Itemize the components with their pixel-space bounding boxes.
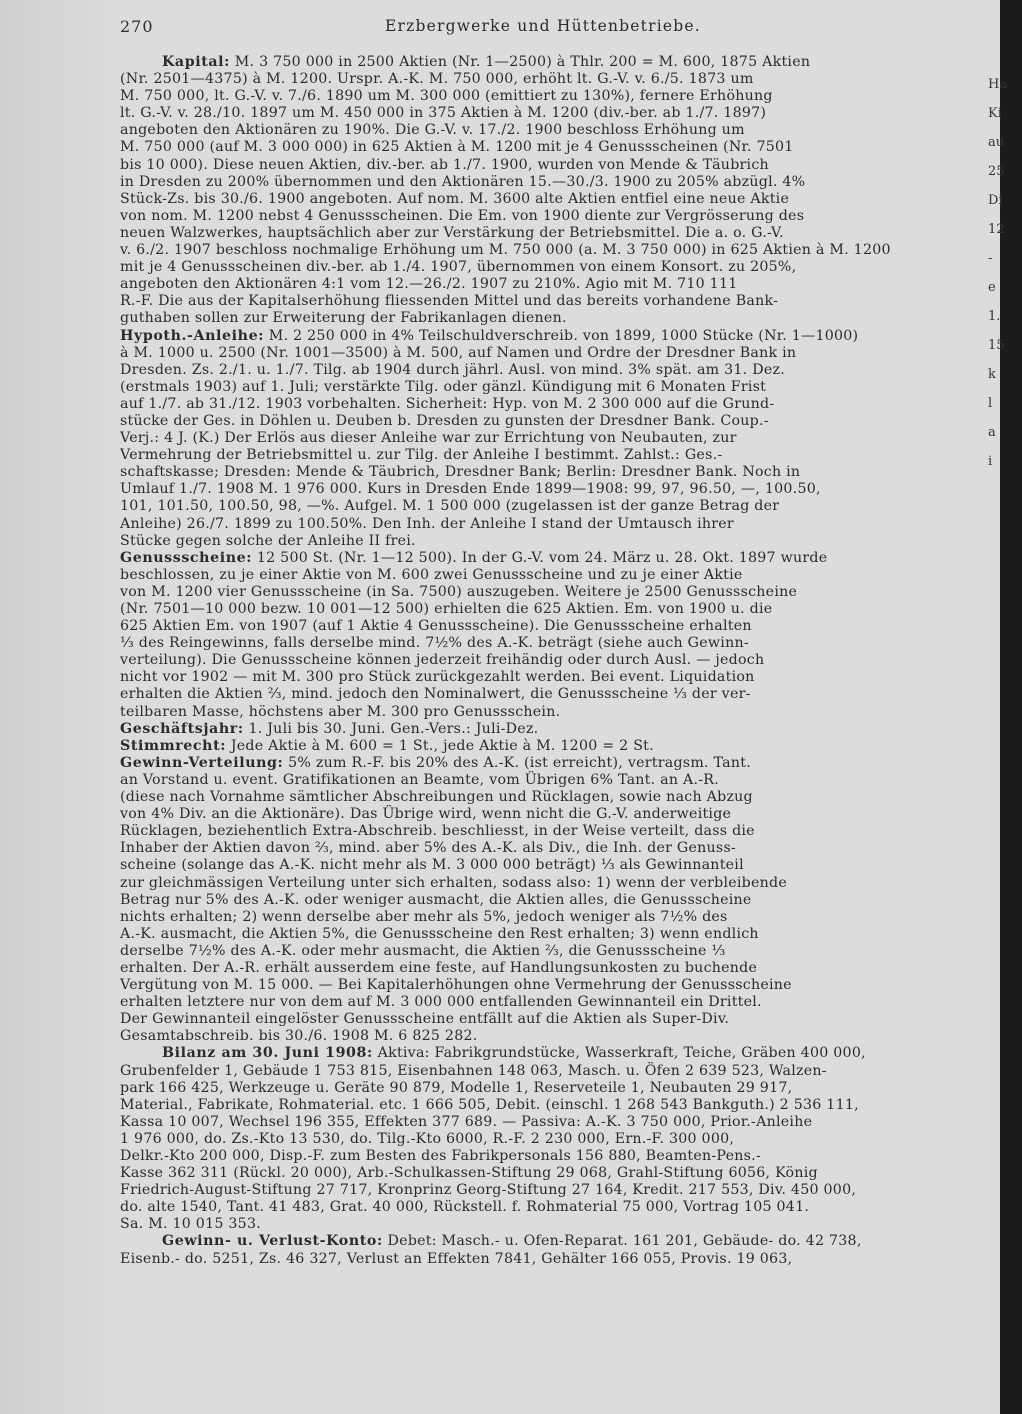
section-kapital: [120, 54, 1022, 328]
text-line: do. alte 1540, Tant. 41 483, Grat. 40 000, Rückstell. f. Rohmaterial 75 000, Vortrag 105 041.: [120, 1199, 810, 1216]
text-line: verteilung). Die Genussscheine können jederzeit freihändig oder durch Ausl. — jedoch: [120, 652, 765, 669]
text-line: à M. 1000 u. 2500 (Nr. 1001—3500) à M. 500, auf Namen und Ordre der Dresdner Bank in: [120, 344, 797, 361]
text-line: ⅓ des Reingewinns, falls derselbe mind. 7½% des A.-K. beträgt (siehe auch Gewinn-: [120, 635, 749, 652]
text-line: Gesamtabschreib. bis 30./6. 1908 M. 6 825 282.: [120, 1028, 478, 1045]
text-line: erhalten letztere nur von dem auf M. 3 000 000 entfallenden Gewinnanteil ein Drittel.: [120, 994, 762, 1011]
section-heading: Hypoth.-Anleihe:: [120, 327, 265, 344]
section-bilanz: [120, 1045, 1022, 1233]
text-column: [120, 10, 1022, 1268]
section-stimmrecht: [120, 738, 1022, 755]
text-line: lt. G.-V. v. 28./10. 1897 um M. 450 000 in 375 Aktien à M. 1200 (div.-ber. ab 1./7. 1897): [120, 105, 767, 122]
text-line: Vergütung von M. 15 000. — Bei Kapitalerhöhungen ohne Vermehrung der Genussscheine: [120, 977, 792, 994]
edge-fragment: a: [988, 425, 996, 440]
line-text: M. 3 750 000 in 2500 Aktien (Nr. 1—2500) à Thlr. 200 = M. 600, 1875 Aktien: [230, 54, 811, 70]
line-text: M. 2 250 000 in 4% Teilschuldverschreib. von 1899, 1000 Stücke (Nr. 1—1000): [264, 327, 859, 344]
text-line: A.-K. ausmacht, die Aktien 5%, die Genussscheine den Rest erhalten; 3) wenn endlich: [120, 925, 759, 942]
text-line: 1 976 000, do. Zs.-Kto 13 530, do. Tilg.-Kto 6000, R.-F. 2 230 000, Ern.-F. 300 000,: [120, 1130, 735, 1147]
text-line: Dresden. Zs. 2./1. u. 1./7. Tilg. ab 1904 durch jährl. Ausl. von mind. 3% spät. am 31. Dez.: [120, 361, 785, 378]
section-guv: [120, 1233, 1022, 1267]
text-line: [120, 54, 1022, 71]
section-heading: Bilanz am 30. Juni 1908:: [162, 1045, 373, 1062]
text-line: von M. 1200 vier Genussscheine (in Sa. 7500) auszugeben. Weitere je 2500 Genussscheine: [120, 583, 798, 600]
section-hypoth: [120, 328, 1022, 550]
text-line: [120, 550, 1022, 567]
text-line: [120, 755, 1022, 772]
edge-fragment: au: [988, 135, 1005, 150]
line-text: 12 500 St. (Nr. 1—12 500). In der G.-V. vom 24. März u. 28. Okt. 1897 wurde: [252, 549, 828, 566]
section-gewinn: [120, 755, 1022, 1046]
edge-fragment: 1.: [988, 309, 1001, 324]
text-line: nichts erhalten; 2) wenn derselbe aber mehr als 5%, jedoch weniger als 7½% des: [120, 908, 728, 925]
text-line: Material., Fabrikate, Rohmaterial. etc. 1 666 505, Debit. (einschl. 1 268 543 Bankguth.) 2 536 111,: [120, 1096, 859, 1113]
page-header: [120, 10, 1022, 54]
text-line: Umlauf 1./7. 1908 M. 1 976 000. Kurs in Dresden Ende 1899—1908: 99, 97, 96.50, —, 100.50,: [120, 481, 821, 498]
edge-fragment: -e: [988, 251, 996, 295]
adjacent-page-edge: [988, 70, 1008, 476]
section-heading: Geschäftsjahr:: [120, 720, 244, 737]
text-line: Betrag nur 5% des A.-K. oder weniger ausmacht, die Aktien alles, die Genussscheine: [120, 891, 752, 908]
text-line: angeboten den Aktionären 4:1 vom 12.—26./2. 1907 zu 210%. Agio mit M. 710 111: [120, 276, 738, 293]
text-line: [120, 1045, 1022, 1062]
section-heading: Genussscheine:: [120, 549, 253, 566]
text-line: an Vorstand u. event. Gratifikationen an Beamte, vom Übrigen 6% Tant. an A.-R.: [120, 771, 719, 788]
text-line: Inhaber der Aktien davon ⅔, mind. aber 5% des A.-K. als Div., die Inh. der Genuss-: [120, 840, 737, 857]
text-line: in Dresden zu 200% übernommen und den Aktionären 15.—30./3. 1900 zu 205% abzügl. 4%: [120, 173, 806, 190]
section-geschaeftsjahr: [120, 721, 1022, 738]
text-line: park 166 425, Werkzeuge u. Geräte 90 879, Modelle 1, Reserveteile 1, Neubauten 29 917,: [120, 1079, 793, 1096]
text-line: stücke der Ges. in Döhlen u. Deuben b. Dresden zu gunsten der Dresdner Bank. Coup.-: [120, 412, 769, 429]
section-heading: Gewinn- u. Verlust-Konto:: [162, 1233, 383, 1250]
text-line: Verj.: 4 J. (K.) Der Erlös aus dieser Anleihe war zur Errichtung von Neubauten, zur: [120, 430, 737, 447]
text-line: bis 10 000). Diese neuen Aktien, div.-ber. ab 1./7. 1900, wurden von Mende & Täubrich: [120, 156, 769, 173]
edge-fragment: 12: [988, 222, 1005, 237]
text-line: guthaben sollen zur Erweiterung der Fabrikanlagen dienen.: [120, 310, 567, 327]
text-line: Kasse 362 311 (Rückl. 20 000), Arb.-Schulkassen-Stiftung 29 068, Grahl-Stiftung 6056, König: [120, 1165, 818, 1182]
text-line: Grubenfelder 1, Gebäude 1 753 815, Eisenbahnen 148 063, Masch. u. Öfen 2 639 523, Walzen-: [120, 1062, 827, 1079]
text-line: mit je 4 Genussscheinen div.-ber. ab 1./4. 1907, übernommen von einem Konsort. zu 205%,: [120, 259, 797, 276]
text-line: (Nr. 7501—10 000 bezw. 10 001—12 500) erhielten die 625 Aktien. Em. von 1900 u. die: [120, 601, 773, 617]
text-line: 101, 101.50, 100.50, 98, —%. Aufgel. M. 1 500 000 (zugelassen ist der ganze Betrag der: [120, 498, 780, 515]
line-text: Debet: Masch.- u. Ofen-Reparat. 161 201, Gebäude- do. 42 738,: [382, 1233, 862, 1250]
text-line: derselbe 7½% des A.-K. oder mehr ausmacht, die Aktien ⅔, die Genussscheine ⅓: [120, 942, 726, 959]
edge-fragment: Ha: [988, 77, 1008, 92]
section-heading: Kapital:: [162, 54, 231, 70]
text-line: teilbaren Masse, höchstens aber M. 300 pro Genussschein.: [120, 703, 561, 720]
text-line: 625 Aktien Em. von 1907 (auf 1 Aktie 4 Genussscheine). Die Genussscheine erhalten: [120, 618, 752, 635]
edge-fragment: k: [988, 367, 996, 382]
text-line: Stück-Zs. bis 30./6. 1900 angeboten. Auf nom. M. 3600 alte Aktien entfiel eine neue Aktie: [120, 190, 790, 207]
line-text: Jede Aktie à M. 600 = 1 St., jede Aktie à M. 1200 = 2 St.: [226, 737, 654, 754]
text-line: [120, 328, 1022, 345]
line-text: 1. Juli bis 30. Juni. Gen.-Vers.: Juli-Dez.: [243, 720, 539, 737]
page-left-shadow: [0, 0, 118, 1414]
edge-fragment: Ki: [988, 106, 1002, 121]
line-text: Aktiva: Fabrikgrundstücke, Wasserkraft, Teiche, Gräben 400 000,: [372, 1045, 866, 1062]
text-line: Kassa 10 007, Wechsel 196 355, Effekten 377 689. — Passiva: A.-K. 3 750 000, Prior.-Anleihe: [120, 1113, 813, 1130]
running-title: Erzbergwerke und Hüttenbetriebe.: [385, 17, 701, 35]
text-line: Der Gewinnanteil eingelöster Genussscheine entfällt auf die Aktien als Super-Div.: [120, 1011, 730, 1028]
text-line: erhalten. Der A.-R. erhält ausserdem eine feste, auf Handlungsunkosten zu buchende: [120, 959, 758, 976]
text-line: neuen Walzwerkes, hauptsächlich aber zur Verstärkung der Betriebsmittel. Die a. o. G.-V.: [120, 224, 784, 241]
text-line: v. 6./2. 1907 beschloss nochmalige Erhöhung um M. 750 000 (a. M. 3 750 000) in 625 Aktien à M. 1200: [120, 242, 891, 259]
text-line: Anleihe) 26./7. 1899 zu 100.50%. Den Inh. der Anleihe I stand der Umtausch ihrer: [120, 515, 734, 532]
sections-container: [120, 54, 1022, 1268]
text-line: nicht vor 1902 — mit M. 300 pro Stück zurückgezahlt werden. Bei event. Liquidation: [120, 669, 755, 686]
text-line: schaftskasse; Dresden: Mende & Täubrich, Dresdner Bank; Berlin: Dresdner Bank. Noch in: [120, 464, 801, 481]
text-line: [120, 721, 1022, 738]
text-line: R.-F. Die aus der Kapitalserhöhung fliessenden Mittel und das bereits vorhandene Bank-: [120, 293, 779, 310]
text-line: [120, 738, 1022, 755]
edge-fragment: Di: [988, 193, 1003, 208]
edge-fragment: l: [988, 396, 993, 411]
line-text: 5% zum R.-F. bis 20% des A.-K. (ist erreicht), vertragsm. Tant.: [283, 754, 751, 771]
edge-fragment: 25: [988, 164, 1005, 179]
text-line: M. 750 000 (auf M. 3 000 000) in 625 Aktien à M. 1200 mit je 4 Genussscheinen (Nr. 7501: [120, 139, 794, 156]
text-line: [120, 1233, 1022, 1250]
section-heading: Gewinn-Verteilung:: [120, 754, 284, 771]
text-line: angeboten den Aktionären zu 190%. Die G.-V. v. 17./2. 1900 beschloss Erhöhung um: [120, 122, 745, 139]
text-line: (Nr. 2501—4375) à M. 1200. Urspr. A.-K. M. 750 000, erhöht lt. G.-V. v. 6./5. 1873 um: [120, 71, 754, 88]
text-line: Friedrich-August-Stiftung 27 717, Kronprinz Georg-Stiftung 27 164, Kredit. 217 553, Div. 450 000,: [120, 1182, 857, 1199]
section-genuss: [120, 550, 1022, 721]
page-number: 270: [120, 17, 154, 36]
text-line: M. 750 000, lt. G.-V. v. 7./6. 1890 um M. 300 000 (emittiert zu 130%), fernere Erhöhung: [120, 88, 773, 105]
text-line: (diese nach Vornahme sämtlicher Abschreibungen und Rücklagen, sowie nach Abzug: [120, 789, 753, 806]
edge-fragment: 15: [988, 338, 1005, 353]
text-line: Rücklagen, beziehentlich Extra-Abschreib. beschliesst, in der Weise verteilt, dass die: [120, 823, 755, 840]
text-line: von 4% Div. an die Aktionäre). Das Übrige wird, wenn nicht die G.-V. anderweitige: [120, 806, 732, 823]
text-line: Stücke gegen solche der Anleihe II frei.: [120, 532, 416, 549]
text-line: von nom. M. 1200 nebst 4 Genussscheinen. Die Em. von 1900 diente zur Vergrösserung des: [120, 207, 805, 224]
text-line: Delkr.-Kto 200 000, Disp.-F. zum Besten des Fabrikpersonals 156 880, Beamten-Pens.-: [120, 1148, 761, 1164]
text-line: Vermehrung der Betriebsmittel u. zur Tilg. der Anleihe I bestimmt. Zahlst.: Ges.-: [120, 447, 723, 464]
text-line: auf 1./7. ab 31./12. 1903 vorbehalten. Sicherheit: Hyp. von M. 2 300 000 auf die Grund-: [120, 395, 775, 412]
section-heading: Stimmrecht:: [120, 737, 227, 754]
text-line: zur gleichmässigen Verteilung unter sich erhalten, sodass also: 1) wenn der verbleibende: [120, 874, 788, 891]
text-line: scheine (solange das A.-K. nicht mehr als M. 3 000 000 beträgt) ⅓ als Gewinnanteil: [120, 857, 744, 874]
text-line: erhalten die Aktien ⅔, mind. jedoch den Nominalwert, die Genussscheine ⅓ der ver-: [120, 686, 751, 703]
text-line: (erstmals 1903) auf 1. Juli; verstärkte Tilg. oder gänzl. Kündigung mit 6 Monaten Frist: [120, 378, 767, 395]
text-line: Sa. M. 10 015 353.: [120, 1216, 261, 1233]
edge-fragment: i: [988, 454, 993, 469]
text-line: beschlossen, zu je einer Aktie von M. 600 zwei Genussscheine und zu je einer Aktie: [120, 566, 743, 583]
text-line: Eisenb.- do. 5251, Zs. 46 327, Verlust an Effekten 7841, Gehälter 166 055, Provis. 19 063,: [120, 1250, 793, 1267]
